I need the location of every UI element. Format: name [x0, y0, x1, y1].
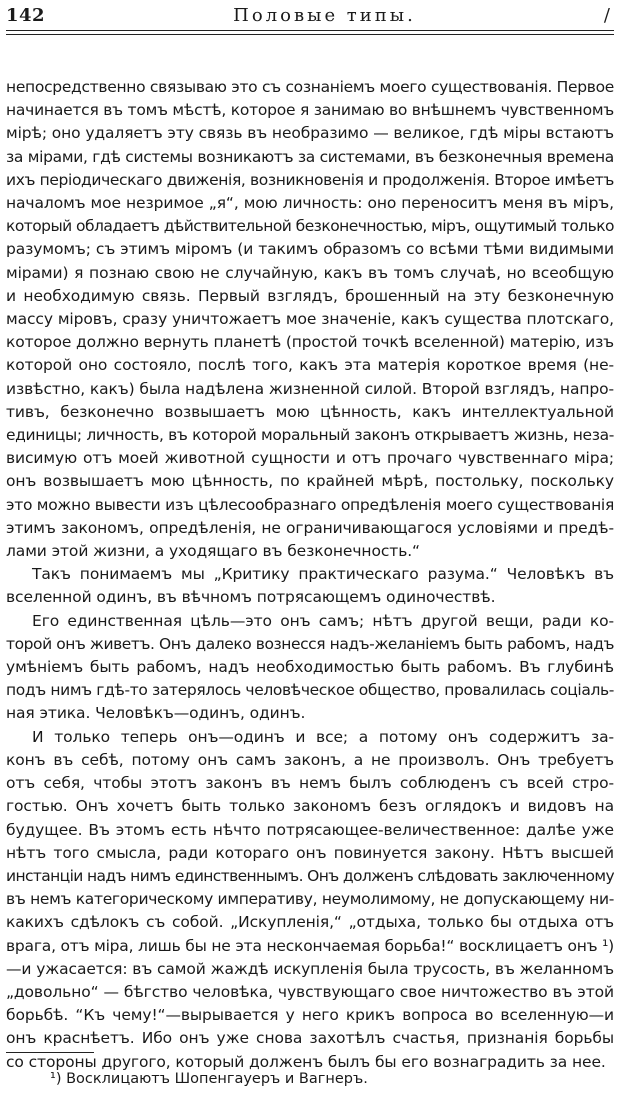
text-line: извѣстно, какъ) была надѣлена жизненной силой. Второй взглядъ, напро-: [6, 379, 614, 398]
text-line: мірами) я познаю свою не случайную, какъ въ томъ случаѣ, но всеобщую: [6, 263, 614, 282]
text-line: „довольно“ — бѣгство человѣка, чувствующаго свое ничтожество въ этой: [6, 982, 614, 1001]
text-line: торой онъ живетъ. Онъ далеко вознесся надъ-желаніемъ быть рабомъ, надъ: [6, 634, 614, 653]
text-line: непосредственно связываю это съ сознаніемъ моего существованія. Первое: [6, 78, 614, 96]
text-line: инстанціи надъ нимъ единственнымъ. Онъ долженъ слѣдовать заключенному: [6, 866, 614, 885]
text-line: какихъ сдѣлокъ съ собой. „Искупленія,“ „отдыха, только бы отдыха отъ: [6, 913, 614, 932]
text-line: и необходимую связь. Первый взглядъ, брошенный на эту безконечную: [6, 286, 614, 305]
text-line: онъ возвышаетъ мою цѣнность, по крайней мѣрѣ, постольку, поскольку: [6, 472, 614, 491]
text-line: гостью. Онъ хочетъ быть только закономъ безъ оглядокъ и видовъ на: [6, 797, 614, 816]
text-line: умѣніемъ быть рабомъ, надъ необходимостью быть рабомъ. Въ глубинѣ: [6, 658, 614, 677]
text-line: тивъ, безконечно возвышаетъ мою цѣнность, какъ интеллектуальной: [6, 402, 614, 421]
text-line: единицы; личность, въ которой моральный законъ открываетъ жизнь, неза-: [6, 426, 614, 445]
text-line: массу міровъ, сразу уничтожаетъ мое значеніе, какъ существа плотскаго,: [6, 310, 614, 329]
text-line: конъ въ себѣ, потому онъ самъ законъ, а не произволъ. Онъ требуетъ: [6, 750, 614, 769]
text-line: это можно вывести изъ цѣлесообразнаго опредѣленія моего существованія: [6, 495, 614, 514]
text-line: висимую отъ моей животной сущности и отъ прочаго чувственнаго міра;: [6, 449, 614, 468]
text-line: который обладаетъ дѣйствительной безконечностью, міръ, ощутимый только: [6, 217, 614, 236]
text-line: И только теперь онъ—одинъ и все; а потому онъ содержитъ за-: [32, 727, 614, 746]
text-line: Его единственная цѣль—это онъ самъ; нѣтъ другой вещи, ради ко-: [32, 611, 614, 630]
text-line: этимъ закономъ, опредѣленія, не ограничивающагося условіями и предѣ-: [6, 518, 614, 537]
text-line: ихъ періодическаго движенія, возникновенія и продолженія. Второе имѣетъ: [6, 170, 614, 189]
text-line: мірѣ; оно удаляетъ эту связь въ необразимо — великое, гдѣ міры встаютъ: [6, 124, 614, 143]
text-line: за мірами, гдѣ системы возникаютъ за системами, въ безконечныя времена: [6, 147, 614, 166]
text-line: нѣтъ того смысла, ради котораго онъ повинуется закону. Нѣтъ высшей: [6, 843, 614, 862]
text-line: со стороны другого, который долженъ былъ бы его вознаградить за нее.: [6, 1052, 606, 1071]
text-line: начинается въ томъ мѣстѣ, которое я занимаю во внѣшнемъ чувственномъ: [6, 101, 614, 120]
text-line: —и ужасается: въ самой жаждѣ искупленія была трусость, въ желанномъ: [6, 959, 614, 978]
body-text: [6, 76, 614, 1074]
text-line: ная этика. Человѣкъ—одинъ, одинъ.: [6, 704, 306, 723]
text-line: борьбѣ. “Къ чему!“—вырывается у него крикъ вопроса во вселенную—и: [6, 1006, 614, 1025]
page-number: 142: [6, 4, 46, 26]
header-rule: [6, 30, 614, 31]
page-header: [6, 0, 614, 30]
text-line: въ немъ категорическому императиву, неумолимому, не допускающему ни-: [6, 890, 614, 909]
text-line: врага, отъ міра, лишь бы не эта нескончаемая борьба!“ восклицаетъ онъ ¹): [6, 936, 614, 955]
text-line: которое должно вернуть планетѣ (простой точкѣ вселенной) матерію, изъ: [6, 333, 614, 352]
footnote-divider: [6, 1052, 94, 1053]
text-line: будущее. Въ этомъ есть нѣчто потрясающее-величественное: далѣе уже: [6, 820, 614, 839]
header-rule-secondary: [6, 34, 614, 35]
running-title: Половые типы.: [233, 4, 416, 26]
corner-mark: /: [603, 4, 610, 26]
text-line: началомъ мое незримое „я“, мою личность: оно переноситъ меня въ міръ,: [6, 194, 614, 213]
text-line: вселенной одинъ, въ вѣчномъ потрясающемъ одиночествѣ.: [6, 588, 496, 607]
text-line: которой оно состояло, послѣ того, какъ эта матерія короткое время (не-: [6, 356, 614, 375]
text-line: лами этой жизни, а уходящаго въ безконечность.“: [6, 542, 420, 561]
text-line: отъ себя, чтобы этотъ законъ въ немъ былъ соблюденъ съ всей стро-: [6, 774, 614, 793]
text-line: онъ краснѣетъ. Ибо онъ уже снова захотѣлъ счастья, признанія борьбы: [6, 1029, 614, 1048]
text-line: разумомъ; съ этимъ міромъ (и такимъ образомъ со всѣми тѣми видимыми: [6, 240, 614, 259]
text-line: подъ нимъ гдѣ-то затерялось человѣческое общество, провалилась соціаль-: [6, 681, 614, 700]
footnote: ¹) Восклицаютъ Шопенгауеръ и Вагнеръ.: [50, 1071, 368, 1087]
text-line: Такъ понимаемъ мы „Критику практическаго разума.“ Человѣкъ въ: [32, 565, 614, 584]
